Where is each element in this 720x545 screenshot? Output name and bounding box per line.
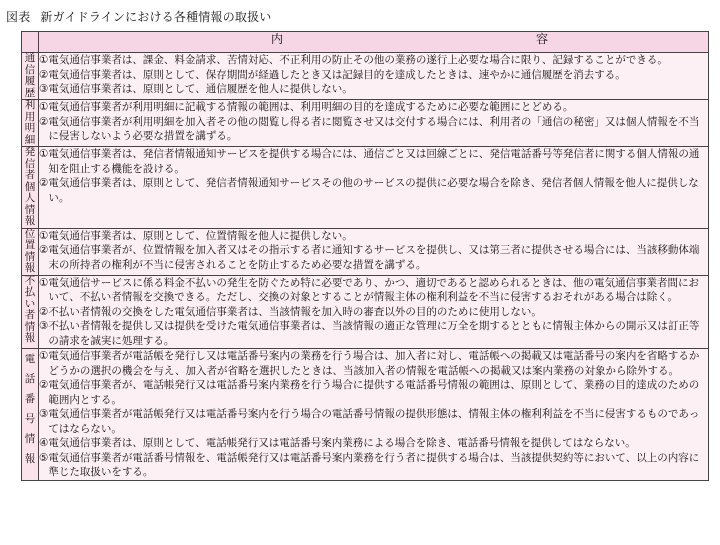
list-item: [39, 305, 708, 320]
list-item: [39, 53, 708, 68]
table-header-row: [22, 32, 709, 53]
category-cell-usage-statement: 利用明細: [22, 100, 39, 147]
category-cell-caller-info: 発信者個人情報: [22, 147, 39, 229]
item-number: ①: [39, 148, 49, 160]
table-row: [22, 100, 709, 147]
item-text: 電気通信事業者は、発信者情報通知サービスを提供する場合には、通信ごと又は回線ごとに、発信電話番号等発信者に関する個人情報の通知を阻止する機能を設ける。: [48, 148, 700, 175]
list-item: [39, 229, 708, 244]
item-number: ②: [39, 115, 49, 128]
item-text: 電気通信事業者は、原則として、位置情報を他人に提供しない。: [48, 229, 353, 242]
item-text: 電気通信事業者が電話番号情報を、電話帳発行又は電話番号案内業務を行う者に提供する場合は、当該提供契約等において、以上の内容に準じた取扱いをする。: [48, 451, 700, 478]
table-row: [22, 275, 709, 349]
item-text: 電気通信事業者が利用明細に記載する情報の範囲は、利用明細の目的を達成するために必要な範囲にとどめる。: [48, 101, 574, 113]
list-item: [39, 451, 708, 480]
item-text: 電気通信事業者が、位置情報を加入者又はその指示する者に通知するサービスを提供し、又は第三者に提供させる場合には、当該移動体端末の所持者の権利が不当に侵害されることを防止するため必要な措置を講ずる。: [48, 244, 700, 271]
item-text: 電気通信事業者は、原則として、発信者情報通知サービスその他のサービスの提供に必要な場合を除き、発信者個人情報を他人に提供しない。: [48, 177, 699, 204]
guideline-table: [21, 31, 709, 481]
table-row: [22, 228, 709, 275]
content-cell: [39, 100, 709, 147]
item-text: 不払い者情報を提供し又は提供を受けた電気通信事業者は、当該情報の適正な管理に万全を期するとともに情報主体からの開示又は訂正等の請求を誠実に処理する。: [48, 320, 700, 347]
content-cell: [39, 147, 709, 229]
item-text: 電気通信事業者は、原則として、電話帳発行又は電話番号案内業務による場合を除き、電話番号情報を提供してはならない。: [48, 437, 636, 449]
item-number: ③: [39, 83, 49, 95]
category-cell-location-info: 位置情報: [22, 228, 39, 275]
list-item: [39, 276, 708, 305]
content-cell: [39, 228, 709, 275]
item-text: 電気通信サービスに係る料金不払いの発生を防ぐため特に必要であり、かつ、適切であると認められるときは、他の電気通信事業者間において、不払い者情報を交換できる。ただし、交換の対象とすることが情報主体の権利利益を不当に侵害するおそれがある場合は除く。: [48, 276, 699, 303]
figure-label: 図表: [6, 10, 31, 24]
item-number: ①: [39, 276, 49, 289]
category-cell-nonpayer-info: 不払い者情報: [22, 275, 39, 349]
list-item: [39, 147, 708, 176]
list-item: [39, 319, 708, 348]
item-number: ②: [39, 244, 49, 256]
header-label-1: 内: [271, 32, 284, 46]
category-cell-communication-history: 通信履歴: [22, 53, 39, 100]
item-number: ⑤: [39, 451, 49, 464]
header-label-2: 容: [535, 32, 548, 46]
item-text: 電気通信事業者が電話帳発行又は電話番号案内を行う場合の電話番号情報の提供形態は、情報主体の権利利益を不当に侵害するものであってはならない。: [48, 408, 700, 435]
list-item: [39, 176, 708, 205]
header-content-cell: [39, 32, 709, 53]
content-cell: [39, 53, 709, 100]
item-number: ②: [39, 305, 49, 318]
item-text: 電気通信事業者は、原則として、保存期間が経過したとき又は記録目的を達成したときは、速やかに通信履歴を消去する。: [48, 68, 626, 81]
item-number: ③: [39, 408, 49, 420]
item-text: 不払い者情報の交換をした電気通信事業者は、当該情報を加入時の審査以外の目的のために使用しない。: [48, 305, 542, 318]
content-cell: [39, 349, 709, 481]
list-item: [39, 407, 708, 436]
item-number: ①: [39, 350, 49, 362]
table-row: [22, 349, 709, 481]
list-item: [39, 243, 708, 272]
item-text: 電気通信事業者が電話帳を発行し又は電話番号案内の業務を行う場合は、加入者に対し、電話帳への掲載又は電話番号の案内を省略するかどうかの選択の機会を与え、加入者が省略を選択したときは、当該加入者の情報を電話帳への掲載又は案内業務の対象から除外する。: [48, 350, 700, 377]
item-number: ④: [39, 437, 49, 449]
table-row: [22, 147, 709, 229]
header-blank-cell: [22, 32, 39, 53]
figure-caption: [6, 8, 272, 25]
item-text: 電気通信事業者は、課金、料金請求、苦情対応、不正利用の防止その他の業務の遂行上必要な場合に限り、記録することができる。: [48, 54, 668, 66]
item-number: ②: [39, 68, 49, 81]
item-text: 電気通信事業者が、電話帳発行又は電話番号案内業務を行う場合に提供する電話番号情報の範囲は、原則として、業務の目的達成のための範囲内とする。: [48, 379, 700, 406]
item-number: ③: [39, 320, 49, 332]
table-row: [22, 53, 709, 100]
list-item: [39, 349, 708, 378]
list-item: [39, 68, 708, 83]
list-item: [39, 82, 708, 97]
content-cell: [39, 275, 709, 349]
item-number: ①: [39, 229, 49, 242]
category-cell-phone-number-info: 電話番号情報: [22, 349, 39, 481]
list-item: [39, 378, 708, 407]
list-item: [39, 100, 708, 115]
list-item: [39, 436, 708, 451]
item-number: ②: [39, 177, 49, 189]
figure-title: 新ガイドラインにおける各種情報の取扱い: [40, 10, 272, 24]
item-number: ②: [39, 379, 49, 391]
item-number: ①: [39, 54, 49, 66]
item-text: 電気通信事業者は、原則として、通信履歴を他人に提供しない。: [48, 83, 353, 95]
list-item: [39, 115, 708, 144]
item-number: ①: [39, 101, 49, 113]
item-text: 電気通信事業者が利用明細を加入者その他の閲覧し得る者に閲覧させ又は交付する場合には、利用者の「通信の秘密」又は個人情報を不当に侵害しないよう必要な措置を講ずる。: [48, 115, 700, 142]
